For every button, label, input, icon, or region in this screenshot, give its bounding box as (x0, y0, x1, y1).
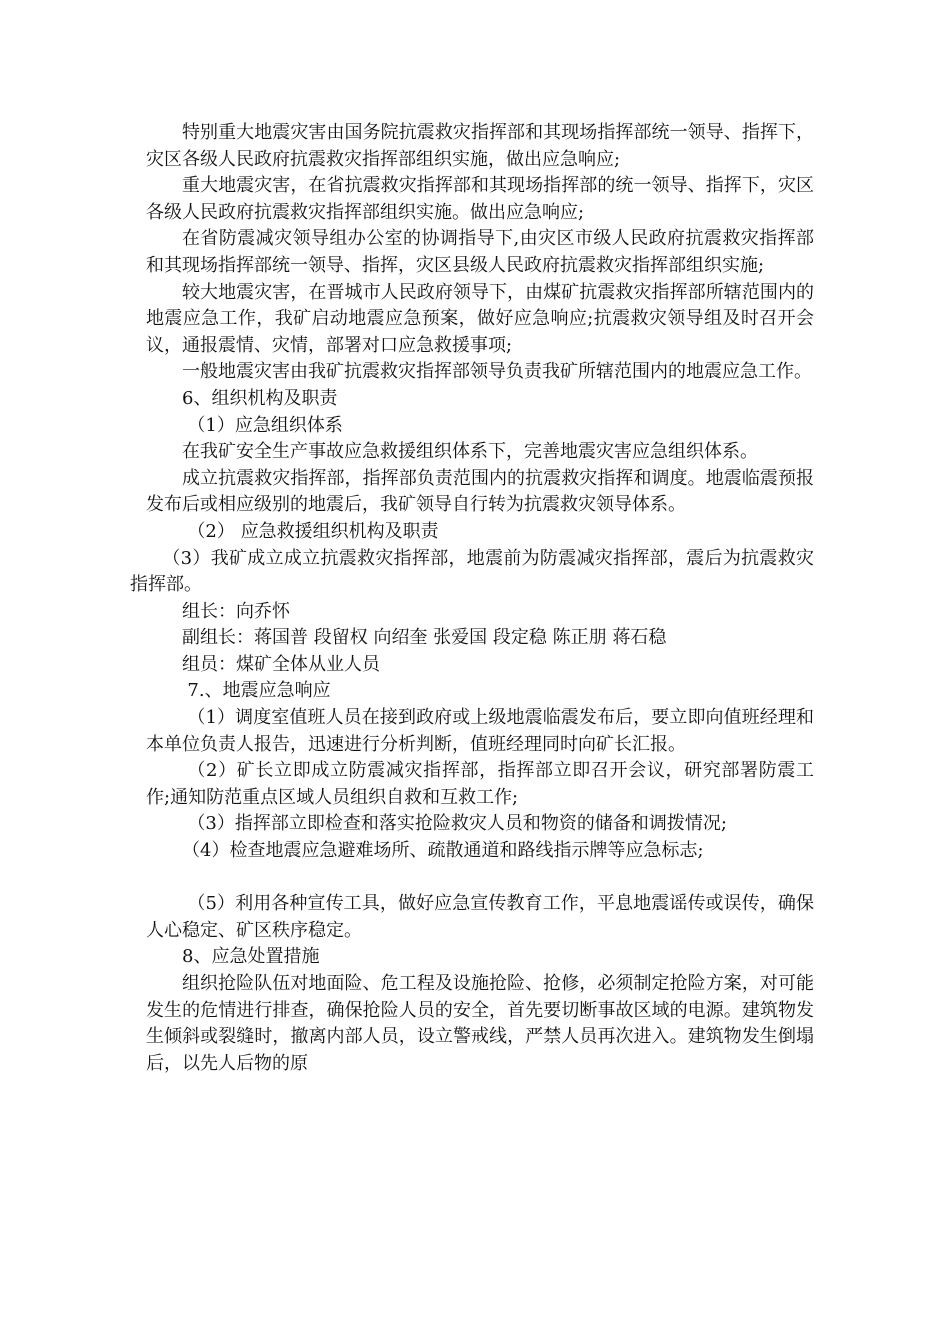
heading-emergency-measures: 8、应急处置措施 (182, 946, 320, 968)
subheading-rescue-organization: （2） 应急救援组织机构及职责 (187, 520, 439, 542)
subheading-emergency-system: （1）应急组织体系 (187, 414, 343, 436)
paragraph-response-step-4: （4）检查地震应急避难场所、疏散通道和路线指示牌等应急标志; (182, 840, 704, 862)
paragraph-larger-disaster: 较大地震灾害，在晋城市人民政府领导下，由煤矿抗震救灾指挥部所辖范围内的地震应急工作，我矿启动地震应急预案，做好应急响应;抗震救灾领导组及时召开会议，通报震情、灾情，部署对口应急救援事项; (146, 281, 814, 356)
team-members: 组员：煤矿全体从业人员 (182, 653, 380, 675)
paragraph-provincial-coordination: 在省防震减灾领导组办公室的协调指导下,由灾区市级人民政府抗震救灾指挥部和其现场指挥部统一领导、指挥，灾区县级人民政府抗震救灾指挥部组织实施; (146, 228, 814, 276)
paragraph-command-established: （3）我矿成立成立抗震救灾指挥部，地震前为防震减灾指挥部，震后为抗震救灾指挥部。 (130, 547, 814, 596)
paragraph-system-improvement: 在我矿安全生产事故应急救援组织体系下，完善地震灾害应急组织体系。 (182, 441, 758, 463)
document-body (130, 120, 814, 1077)
paragraph-command-setup: 成立抗震救灾指挥部，指挥部负责范围内的抗震救灾指挥和调度。地震临震预报发布后或相应级别的地震后，我矿领导自行转为抗震救灾领导体系。 (146, 467, 814, 516)
paragraph-rescue-measures: 组织抢险队伍对地面险、危工程及设施抢险、抢修，必须制定抢险方案，对可能发生的危情进行排查，确保抢险人员的安全，首先要切断事故区域的电源。建筑物发生倾斜或裂缝时，撤离内部人员，设立警戒线，严禁人员再次进入。建筑物发生倒塌后，以先人后物的原 (146, 973, 814, 1074)
paragraph-general-disaster: 一般地震灾害由我矿抗震救灾指挥部领导负责我矿所辖范围内的地震应急工作。 (182, 361, 812, 383)
paragraph-response-step-5: （5）利用各种宣传工具，做好应急宣传教育工作，平息地震谣传或误传，确保人心稳定、矿区秩序稳定。 (146, 893, 814, 941)
heading-earthquake-response: 7.、地震应急响应 (187, 680, 331, 702)
team-leader: 组长：向乔怀 (182, 600, 290, 622)
blank-line (146, 865, 814, 892)
paragraph-major-disaster: 重大地震灾害，在省抗震救灾指挥部和其现场指挥部的统一领导、指挥下，灾区各级人民政府抗震救灾指挥部组织实施。做出应急响应; (146, 175, 814, 223)
team-deputy-leaders: 副组长：蒋国普 段留权 向绍奎 张爱国 段定稳 陈正朋 蒋石稳 (182, 627, 667, 649)
paragraph-response-step-2: （2）矿长立即成立防震减灾指挥部，指挥部立即召开会议，研究部署防震工作;通知防范重点区域人员组织自救和互救工作; (146, 760, 814, 808)
paragraph-response-step-3: （3）指挥部立即检查和落实抢险救灾人员和物资的储备和调拨情况; (187, 813, 727, 835)
paragraph-response-step-1: （1）调度室值班人员在接到政府或上级地震临震发布后，要立即向值班经理和本单位负责人报告，迅速进行分析判断，值班经理同时向矿长汇报。 (146, 707, 814, 755)
heading-organization: 6、组织机构及职责 (182, 387, 338, 409)
paragraph-special-disaster: 特别重大地震灾害由国务院抗震救灾指挥部和其现场指挥部统一领导、指挥下，灾区各级人民政府抗震救灾指挥部组织实施，做出应急响应; (146, 122, 814, 170)
